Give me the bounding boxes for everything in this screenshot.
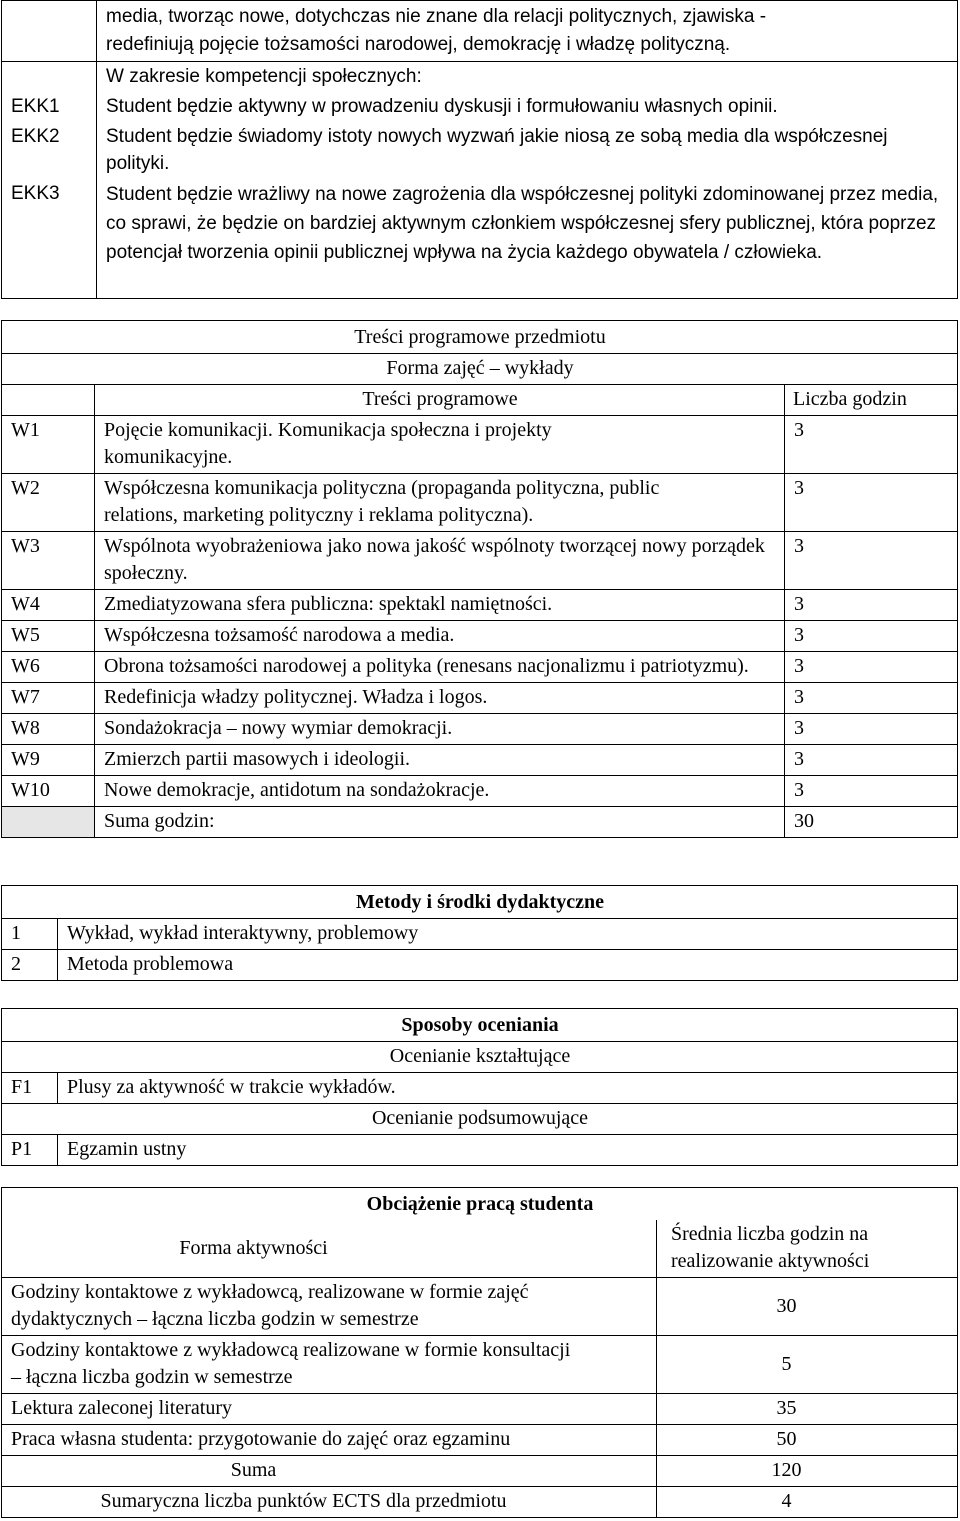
- formative-row: [2, 1073, 958, 1104]
- summative-code: P1: [2, 1135, 58, 1166]
- program-row: [2, 590, 958, 621]
- program-text: Współczesna tożsamość narodowa a media.: [95, 621, 785, 652]
- program-code: W1: [2, 416, 95, 474]
- program-hours: 3: [785, 590, 958, 621]
- workload-ects-value: 4: [657, 1487, 958, 1518]
- program-row: [2, 714, 958, 745]
- summative-row: [2, 1135, 958, 1166]
- formative-heading: Ocenianie kształtujące: [2, 1042, 958, 1073]
- program-sum-row: [2, 807, 958, 838]
- workload-label: Godziny kontaktowe z wykładowcą, realizowane w formie zajęć dydaktycznych – łączna liczba godzin w semestrze: [2, 1278, 657, 1336]
- program-col-hours: Liczba godzin: [785, 385, 958, 416]
- program-row: [2, 683, 958, 714]
- outcome-code: EKK1: [2, 92, 97, 122]
- program-hours: 3: [785, 652, 958, 683]
- program-text: Redefinicja władzy politycznej. Władza i logos.: [95, 683, 785, 714]
- workload-value: 30: [657, 1278, 958, 1336]
- method-text: Wykład, wykład interaktywny, problemowy: [58, 919, 958, 950]
- outcomes-table: [1, 0, 958, 299]
- social-competences-heading: W zakresie kompetencji społecznych:: [97, 62, 958, 93]
- outcome-row: [2, 122, 958, 179]
- outcome-code: EKK3: [2, 179, 97, 299]
- program-hours: 3: [785, 745, 958, 776]
- program-text: Zmediatyzowana sfera publiczna: spektakl namiętności.: [95, 590, 785, 621]
- assessment-table: [1, 1008, 958, 1166]
- program-text: Nowe demokracje, antidotum na sondażokracje.: [95, 776, 785, 807]
- workload-sum-value: 120: [657, 1456, 958, 1487]
- program-col-content: Treści programowe: [95, 385, 785, 416]
- program-row: [2, 474, 958, 532]
- program-row: [2, 416, 958, 474]
- summative-text: Egzamin ustny: [58, 1135, 958, 1166]
- program-row: [2, 652, 958, 683]
- workload-label: Praca własna studenta: przygotowanie do zajęć oraz egzaminu: [2, 1425, 657, 1456]
- program-text: Zmierzch partii masowych i ideologii.: [95, 745, 785, 776]
- formative-text: Plusy za aktywność w trakcie wykładów.: [58, 1073, 958, 1104]
- program-title: Treści programowe przedmiotu: [2, 321, 958, 354]
- outcome-text: Student będzie aktywny w prowadzeniu dyskusji i formułowaniu własnych opinii.: [97, 92, 958, 122]
- program-text: Obrona tożsamości narodowej a polityka (renesans nacjonalizmu i patriotyzmu).: [95, 652, 785, 683]
- workload-sum-label: Suma: [2, 1456, 657, 1487]
- program-sum-label: Suma godzin:: [95, 807, 785, 838]
- program-table: [1, 320, 958, 838]
- program-row: [2, 621, 958, 652]
- methods-table: [1, 885, 958, 981]
- workload-col-avg: Średnia liczba godzin na realizowanie aktywności: [657, 1220, 958, 1278]
- program-row: [2, 776, 958, 807]
- workload-table: [1, 1187, 958, 1518]
- program-code: W6: [2, 652, 95, 683]
- continuation-line-1: media, tworząc nowe, dotychczas nie znane dla relacji politycznych, zjawiska -: [106, 6, 767, 27]
- program-hours: 3: [785, 532, 958, 590]
- program-sum-value: 30: [785, 807, 958, 838]
- outcome-row: [2, 179, 958, 299]
- program-code: W2: [2, 474, 95, 532]
- program-code: W4: [2, 590, 95, 621]
- program-code: W3: [2, 532, 95, 590]
- outcomes-continuation-text: [97, 1, 958, 62]
- workload-value: 5: [657, 1336, 958, 1394]
- workload-row: [2, 1425, 958, 1456]
- assessment-title: Sposoby oceniania: [2, 1009, 958, 1042]
- program-hours: 3: [785, 474, 958, 532]
- outcomes-continuation-row: [2, 1, 958, 62]
- workload-value: 35: [657, 1394, 958, 1425]
- workload-ects-row: [2, 1487, 958, 1518]
- program-code: W7: [2, 683, 95, 714]
- methods-title: Metody i środki dydaktyczne: [2, 886, 958, 919]
- workload-title: Obciążenie pracą studenta: [2, 1188, 958, 1221]
- workload-row: [2, 1394, 958, 1425]
- program-text: Pojęcie komunikacji. Komunikacja społeczna i projekty komunikacyjne.: [95, 416, 785, 474]
- method-number: 1: [2, 919, 58, 950]
- workload-value: 50: [657, 1425, 958, 1456]
- workload-ects-label: Sumaryczna liczba punktów ECTS dla przedmiotu: [2, 1487, 657, 1518]
- program-code: W8: [2, 714, 95, 745]
- program-code: W10: [2, 776, 95, 807]
- program-hours: 3: [785, 416, 958, 474]
- program-row: [2, 745, 958, 776]
- method-number: 2: [2, 950, 58, 981]
- program-hours: 3: [785, 776, 958, 807]
- outcome-text: Student będzie świadomy istoty nowych wyzwań jakie niosą ze sobą media dla współczesnej polityki.: [97, 122, 958, 179]
- workload-label: Lektura zaleconej literatury: [2, 1394, 657, 1425]
- program-hours: 3: [785, 714, 958, 745]
- summative-heading: Ocenianie podsumowujące: [2, 1104, 958, 1135]
- program-form: Forma zajęć – wykłady: [2, 354, 958, 385]
- workload-sum-row: [2, 1456, 958, 1487]
- method-row: [2, 950, 958, 981]
- workload-col-form: Forma aktywności: [2, 1220, 657, 1278]
- workload-row: [2, 1336, 958, 1394]
- outcome-text: Student będzie wrażliwy na nowe zagrożenia dla współczesnej polityki zdominowanej przez media, co sprawi, że będzie on bardziej aktywnym członkiem współczesnej sfery publicznej, która poprzez potencjał tworzenia opinii publicznej wpływa na życia każdego obywatela / człowieka.: [97, 179, 958, 299]
- continuation-line-2: redefiniują pojęcie tożsamości narodowej, demokrację i władzę polityczną.: [106, 34, 731, 55]
- program-row: [2, 532, 958, 590]
- method-text: Metoda problemowa: [58, 950, 958, 981]
- outcome-code: EKK2: [2, 122, 97, 179]
- program-text: Sondażokracja – nowy wymiar demokracji.: [95, 714, 785, 745]
- program-hours: 3: [785, 621, 958, 652]
- workload-label: Godziny kontaktowe z wykładowcą realizowane w formie konsultacji – łączna liczba godzin w semestrze: [2, 1336, 657, 1394]
- method-row: [2, 919, 958, 950]
- workload-row: [2, 1278, 958, 1336]
- outcome-row: [2, 92, 958, 122]
- program-text: Wspólnota wyobrażeniowa jako nowa jakość wspólnoty tworzącej nowy porządek społeczny.: [95, 532, 785, 590]
- program-code: W9: [2, 745, 95, 776]
- program-code: W5: [2, 621, 95, 652]
- program-hours: 3: [785, 683, 958, 714]
- formative-code: F1: [2, 1073, 58, 1104]
- program-text: Współczesna komunikacja polityczna (propaganda polityczna, public relations, marketing polityczny i reklama polityczna).: [95, 474, 785, 532]
- outcomes-social-heading-row: [2, 62, 958, 93]
